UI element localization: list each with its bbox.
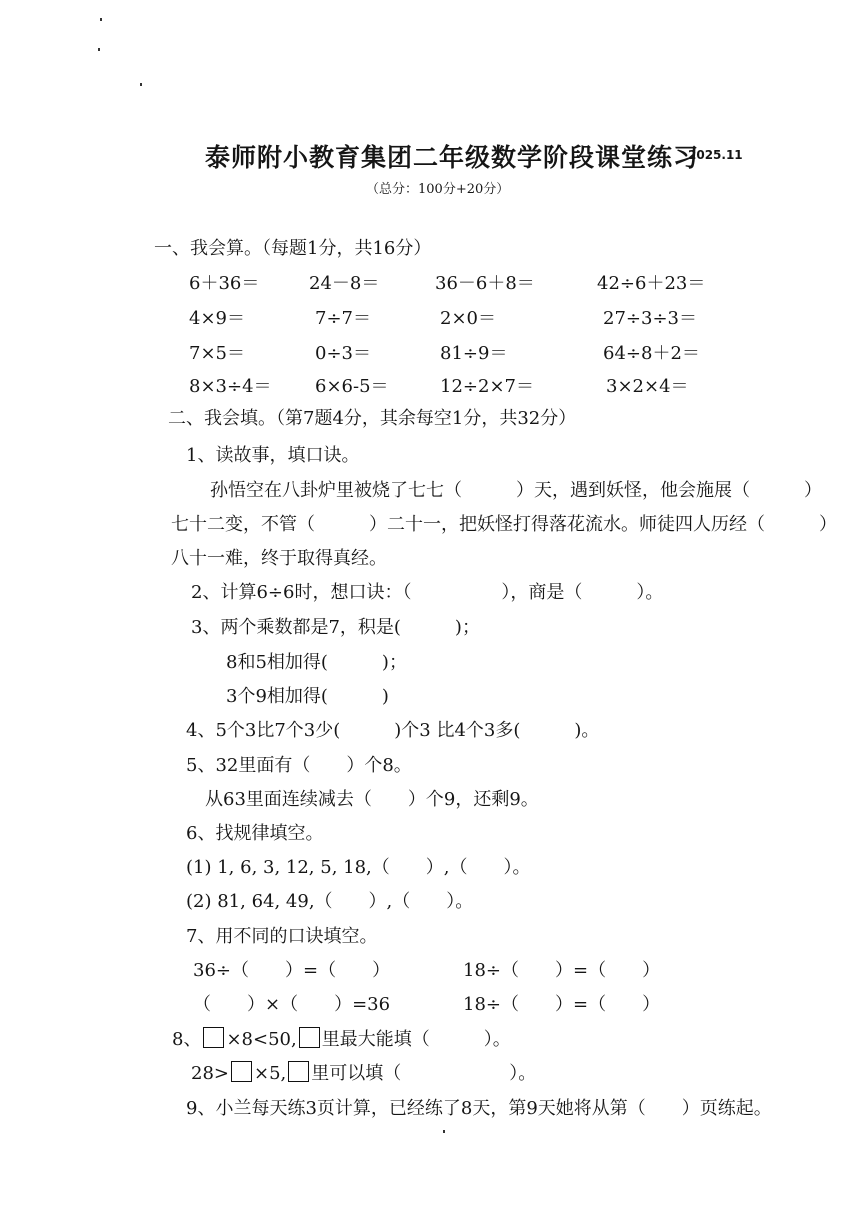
q6-line: (2) 81, 64, 49,（ ）,（ ）。 — [186, 891, 474, 912]
q5-line: 5、32里面有（ ）个8。 — [186, 755, 412, 776]
q7-blank: 18÷（ ）=（ ） — [463, 960, 661, 981]
calc-item: 8×3÷4＝ — [189, 376, 272, 397]
q8-mid: ×5, — [254, 1063, 287, 1084]
scan-speck — [98, 48, 100, 51]
q6-line: (1) 1, 6, 3, 12, 5, 18,（ ）,（ ）。 — [186, 857, 531, 878]
calc-item: 42÷6＋23＝ — [597, 273, 706, 294]
q3-line: 3个9相加得( ) — [226, 686, 389, 707]
calc-item: 2×0＝ — [440, 308, 496, 329]
calc-item: 6×6-5＝ — [315, 376, 389, 397]
calc-item: 27÷3÷3＝ — [603, 308, 697, 329]
q1-story-line: 八十一难，终于取得真经。 — [171, 548, 387, 569]
q8-line2 — [191, 1059, 536, 1085]
q2-text: 2、计算6÷6时，想口诀：（ ），商是（ ）。 — [191, 582, 664, 603]
calc-item: 7÷7＝ — [315, 308, 371, 329]
answer-box[interactable] — [203, 1027, 224, 1048]
q4-text: 4、5个3比7个3少( )个3 比4个3多( )。 — [186, 720, 600, 741]
q8-line1 — [172, 1025, 511, 1051]
calc-item: 7×5＝ — [189, 343, 245, 364]
q1-story-line: 七十二变，不管（ ）二十一，把妖怪打得落花流水。师徒四人历经（ ） — [171, 514, 837, 535]
exam-date: 2025.11 — [688, 148, 743, 162]
calc-item: 24－8＝ — [309, 273, 380, 294]
calc-item: 3×2×4＝ — [606, 376, 689, 397]
answer-box[interactable] — [299, 1027, 320, 1048]
q8-suffix: 里最大能填（ ）。 — [321, 1029, 511, 1050]
scan-speck — [443, 1130, 445, 1133]
calc-item: 12÷2×7＝ — [440, 376, 534, 397]
q8-prefix: 28> — [191, 1063, 229, 1084]
scan-speck — [100, 18, 102, 21]
score-subtitle: （总分：100分+20分） — [366, 182, 510, 197]
q1-prompt: 1、读故事，填口诀。 — [186, 445, 360, 466]
answer-box[interactable] — [231, 1061, 252, 1082]
q3-line: 8和5相加得( )； — [226, 652, 407, 673]
q8-suffix: 里可以填（ ）。 — [311, 1063, 537, 1084]
q5-line: 从63里面连续减去（ ）个9，还剩9。 — [205, 789, 539, 810]
q7-blank: （ ）×（ ）=36 — [193, 994, 391, 1015]
scan-speck — [140, 83, 142, 86]
answer-box[interactable] — [288, 1061, 309, 1082]
q8-mid: ×8<50, — [226, 1029, 297, 1050]
q9-text: 9、小兰每天练3页计算，已经练了8天，第9天她将从第（ ）页练起。 — [186, 1098, 772, 1119]
q7-blank: 18÷（ ）=（ ） — [463, 994, 661, 1015]
q3-line: 3、两个乘数都是7，积是( )； — [191, 617, 480, 638]
calc-item: 36－6＋8＝ — [435, 273, 535, 294]
calc-item: 64÷8＋2＝ — [603, 343, 700, 364]
q1-story-line: 孙悟空在八卦炉里被烧了七七（ ）天，遇到妖怪，他会施展（ ） — [210, 480, 822, 501]
calc-item: 0÷3＝ — [315, 343, 371, 364]
q6-prompt: 6、找规律填空。 — [186, 823, 324, 844]
section1-heading: 一、我会算。（每题1分，共16分） — [154, 238, 432, 259]
section2-heading: 二、我会填。（第7题4分，其余每空1分，共32分） — [168, 408, 577, 429]
q8-prefix: 8、 — [172, 1029, 202, 1050]
calc-item: 6＋36＝ — [189, 273, 260, 294]
q7-blank: 36÷（ ）=（ ） — [193, 960, 391, 981]
page-title: 泰师附小教育集团二年级数学阶段课堂练习 — [205, 143, 700, 172]
calc-item: 81÷9＝ — [440, 343, 508, 364]
q7-prompt: 7、用不同的口诀填空。 — [186, 926, 378, 947]
calc-item: 4×9＝ — [189, 308, 245, 329]
